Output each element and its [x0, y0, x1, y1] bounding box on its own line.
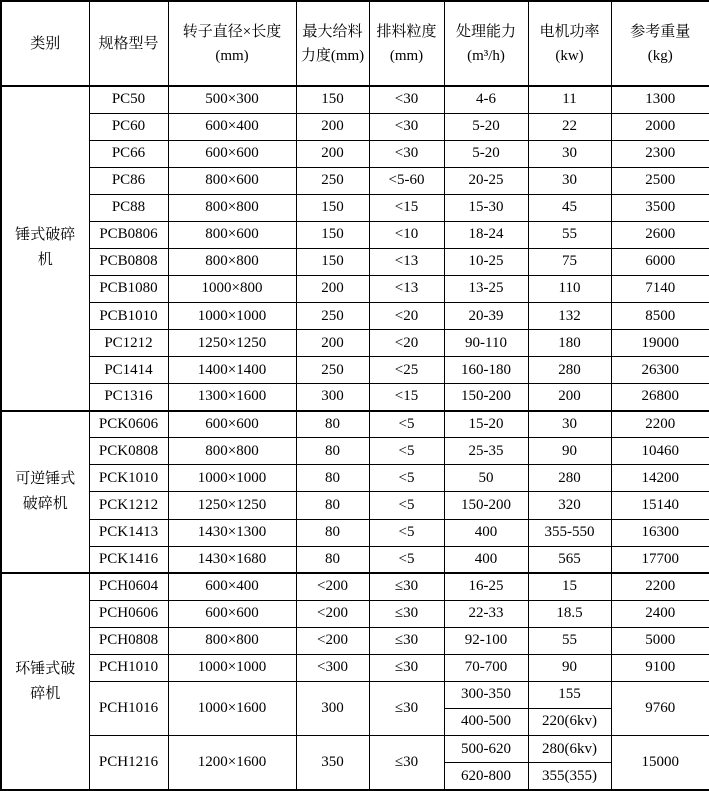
weight-cell: 7140 [611, 275, 709, 302]
discharge-cell: <5 [369, 492, 444, 519]
capacity-cell: 92-100 [444, 627, 528, 654]
feed-cell: 250 [296, 357, 369, 384]
table-row [1, 627, 709, 654]
capacity-cell: 150-200 [444, 492, 528, 519]
feed-cell: 350 [296, 736, 369, 791]
capacity-cell: 5-20 [444, 113, 528, 140]
model-cell: PCB1080 [89, 275, 168, 302]
category-cell: 可逆锤式破碎机 [1, 411, 89, 573]
table-row [1, 275, 709, 302]
header-line: 电机功率 [539, 23, 600, 40]
col-header-model [89, 1, 168, 86]
feed-cell: 150 [296, 248, 369, 275]
discharge-cell: <15 [369, 194, 444, 221]
feed-cell: <200 [296, 573, 369, 600]
header-line: 排料粒度 [376, 23, 437, 40]
rotor-cell: 800×800 [168, 438, 296, 465]
col-header-ref-weight [611, 1, 709, 86]
col-header-capacity [444, 1, 528, 86]
table-row [1, 194, 709, 221]
table-row [1, 384, 709, 411]
model-cell: PCK1416 [89, 546, 168, 573]
capacity-cell: 50 [444, 465, 528, 492]
weight-cell: 15140 [611, 492, 709, 519]
rotor-cell: 1000×800 [168, 275, 296, 302]
capacity-cell: 160-180 [444, 357, 528, 384]
power-cell: 75 [528, 248, 611, 275]
feed-cell: 250 [296, 303, 369, 330]
capacity-cell: 400 [444, 546, 528, 573]
rotor-cell: 800×600 [168, 167, 296, 194]
discharge-cell: <30 [369, 86, 444, 113]
header-line: (mm) [389, 47, 424, 64]
power-cell: 55 [528, 627, 611, 654]
col-header-motor-power [528, 1, 611, 86]
weight-cell: 2600 [611, 221, 709, 248]
power-cell: 30 [528, 140, 611, 167]
discharge-cell: ≤30 [369, 681, 444, 735]
power-cell: 15 [528, 573, 611, 600]
col-header-category [1, 1, 89, 86]
model-cell: PCH0808 [89, 627, 168, 654]
table-row [1, 438, 709, 465]
model-cell: PCK1010 [89, 465, 168, 492]
model-cell: PCK1413 [89, 519, 168, 546]
rotor-cell: 500×300 [168, 86, 296, 113]
col-header-max-feed [296, 1, 369, 86]
capacity-cell: 13-25 [444, 275, 528, 302]
capacity-cell: 150-200 [444, 384, 528, 411]
rotor-cell: 600×600 [168, 411, 296, 438]
capacity-cell: 20-25 [444, 167, 528, 194]
weight-cell: 3500 [611, 194, 709, 221]
rotor-cell: 1000×1000 [168, 654, 296, 681]
header-line: 规格型号 [98, 35, 159, 52]
model-cell: PC86 [89, 167, 168, 194]
power-cell: 280 [528, 357, 611, 384]
rotor-cell: 1000×1000 [168, 465, 296, 492]
weight-cell: 2400 [611, 600, 709, 627]
feed-cell: 300 [296, 681, 369, 735]
power-cell: 55 [528, 221, 611, 248]
capacity-cell: 90-110 [444, 330, 528, 357]
header-line: 类别 [30, 35, 61, 52]
table-row [1, 113, 709, 140]
model-cell: PCK1212 [89, 492, 168, 519]
table-row [1, 600, 709, 627]
capacity-cell: 5-20 [444, 140, 528, 167]
capacity-cell: 70-700 [444, 654, 528, 681]
power-cell: 45 [528, 194, 611, 221]
table-row [1, 736, 709, 763]
feed-cell: <200 [296, 600, 369, 627]
weight-cell: 17700 [611, 546, 709, 573]
discharge-cell: <5 [369, 519, 444, 546]
table-body [1, 86, 709, 790]
capacity-cell: 400 [444, 519, 528, 546]
power-cell: 30 [528, 167, 611, 194]
weight-cell: 10460 [611, 438, 709, 465]
table-row [1, 330, 709, 357]
col-header-discharge-size [369, 1, 444, 86]
power-cell: 355-550 [528, 519, 611, 546]
model-cell: PCH1216 [89, 736, 168, 791]
feed-cell: 80 [296, 492, 369, 519]
feed-cell: 80 [296, 438, 369, 465]
model-cell: PCH0604 [89, 573, 168, 600]
model-cell: PCB0808 [89, 248, 168, 275]
category-cell: 环锤式破碎机 [1, 573, 89, 790]
power-cell: 22 [528, 113, 611, 140]
capacity-cell: 15-30 [444, 194, 528, 221]
discharge-cell: ≤30 [369, 654, 444, 681]
feed-cell: 200 [296, 275, 369, 302]
capacity-cell: 20-39 [444, 303, 528, 330]
discharge-cell: <30 [369, 140, 444, 167]
discharge-cell: <30 [369, 113, 444, 140]
capacity-cell: 300-350 [444, 681, 528, 708]
header-line: 力度(mm) [300, 47, 365, 64]
rotor-cell: 1250×1250 [168, 330, 296, 357]
weight-cell: 5000 [611, 627, 709, 654]
category-cell: 锤式破碎机 [1, 86, 89, 411]
feed-cell: 150 [296, 194, 369, 221]
header-line: (kw) [555, 47, 584, 64]
weight-cell: 2200 [611, 411, 709, 438]
weight-cell: 26800 [611, 384, 709, 411]
feed-cell: 80 [296, 546, 369, 573]
capacity-cell: 500-620 [444, 736, 528, 763]
header-line: 参考重量 [630, 23, 691, 40]
feed-cell: 250 [296, 167, 369, 194]
feed-cell: 150 [296, 86, 369, 113]
header-line: (mm) [215, 47, 249, 64]
model-cell: PC1414 [89, 357, 168, 384]
discharge-cell: <5 [369, 438, 444, 465]
table-row [1, 654, 709, 681]
model-cell: PCH1010 [89, 654, 168, 681]
weight-cell: 9760 [611, 681, 709, 735]
feed-cell: 200 [296, 113, 369, 140]
rotor-cell: 800×800 [168, 194, 296, 221]
model-cell: PC88 [89, 194, 168, 221]
discharge-cell: <20 [369, 330, 444, 357]
rotor-cell: 1400×1400 [168, 357, 296, 384]
discharge-cell: <13 [369, 275, 444, 302]
rotor-cell: 1430×1680 [168, 546, 296, 573]
model-cell: PCB1010 [89, 303, 168, 330]
capacity-cell: 18-24 [444, 221, 528, 248]
model-cell: PC50 [89, 86, 168, 113]
rotor-cell: 800×800 [168, 248, 296, 275]
feed-cell: 150 [296, 221, 369, 248]
feed-cell: 80 [296, 411, 369, 438]
feed-cell: 200 [296, 140, 369, 167]
discharge-cell: ≤30 [369, 573, 444, 600]
power-cell: 11 [528, 86, 611, 113]
rotor-cell: 1250×1250 [168, 492, 296, 519]
weight-cell: 26300 [611, 357, 709, 384]
feed-cell: 200 [296, 330, 369, 357]
power-cell: 355(355) [528, 763, 611, 790]
weight-cell: 8500 [611, 303, 709, 330]
discharge-cell: ≤30 [369, 627, 444, 654]
weight-cell: 2200 [611, 573, 709, 600]
capacity-cell: 10-25 [444, 248, 528, 275]
rotor-cell: 1000×1000 [168, 303, 296, 330]
weight-cell: 1300 [611, 86, 709, 113]
power-cell: 132 [528, 303, 611, 330]
power-cell: 155 [528, 681, 611, 708]
model-cell: PCB0806 [89, 221, 168, 248]
discharge-cell: <5 [369, 465, 444, 492]
table-row [1, 248, 709, 275]
feed-cell: 80 [296, 465, 369, 492]
model-cell: PC1316 [89, 384, 168, 411]
table-row [1, 140, 709, 167]
weight-cell: 15000 [611, 736, 709, 791]
power-cell: 90 [528, 654, 611, 681]
weight-cell: 16300 [611, 519, 709, 546]
model-cell: PCK0808 [89, 438, 168, 465]
weight-cell: 9100 [611, 654, 709, 681]
rotor-cell: 800×600 [168, 221, 296, 248]
power-cell: 200 [528, 384, 611, 411]
capacity-cell: 4-6 [444, 86, 528, 113]
rotor-cell: 600×400 [168, 113, 296, 140]
power-cell: 280(6kv) [528, 736, 611, 763]
table-row [1, 411, 709, 438]
discharge-cell: <10 [369, 221, 444, 248]
table-row [1, 492, 709, 519]
discharge-cell: <5-60 [369, 167, 444, 194]
model-cell: PC1212 [89, 330, 168, 357]
weight-cell: 14200 [611, 465, 709, 492]
rotor-cell: 1430×1300 [168, 519, 296, 546]
header-line: 转子直径×长度 [182, 23, 282, 40]
discharge-cell: <20 [369, 303, 444, 330]
header-line: 处理能力 [455, 23, 516, 40]
power-cell: 220(6kv) [528, 708, 611, 735]
discharge-cell: ≤30 [369, 736, 444, 791]
table-row [1, 465, 709, 492]
model-cell: PC60 [89, 113, 168, 140]
discharge-cell: <5 [369, 546, 444, 573]
table-header [1, 1, 709, 86]
feed-cell: <200 [296, 627, 369, 654]
rotor-cell: 1000×1600 [168, 681, 296, 735]
model-cell: PC66 [89, 140, 168, 167]
rotor-cell: 600×600 [168, 140, 296, 167]
power-cell: 280 [528, 465, 611, 492]
rotor-cell: 1200×1600 [168, 736, 296, 791]
discharge-cell: <25 [369, 357, 444, 384]
power-cell: 90 [528, 438, 611, 465]
table-row [1, 519, 709, 546]
col-header-rotor-size [168, 1, 296, 86]
capacity-cell: 620-800 [444, 763, 528, 790]
rotor-cell: 800×800 [168, 627, 296, 654]
table-row [1, 573, 709, 600]
table-row [1, 681, 709, 708]
feed-cell: 300 [296, 384, 369, 411]
capacity-cell: 400-500 [444, 708, 528, 735]
weight-cell: 2500 [611, 167, 709, 194]
table-row [1, 167, 709, 194]
header-row [1, 1, 709, 86]
capacity-cell: 16-25 [444, 573, 528, 600]
table-row [1, 221, 709, 248]
header-line: (m³/h) [467, 47, 505, 64]
header-line: 最大给料 [302, 23, 363, 40]
weight-cell: 2300 [611, 140, 709, 167]
discharge-cell: <15 [369, 384, 444, 411]
table-row [1, 546, 709, 573]
rotor-cell: 1300×1600 [168, 384, 296, 411]
model-cell: PCH1016 [89, 681, 168, 735]
discharge-cell: <13 [369, 248, 444, 275]
header-line: (kg) [647, 47, 673, 64]
capacity-cell: 22-33 [444, 600, 528, 627]
feed-cell: 80 [296, 519, 369, 546]
weight-cell: 19000 [611, 330, 709, 357]
discharge-cell: <5 [369, 411, 444, 438]
rotor-cell: 600×600 [168, 600, 296, 627]
discharge-cell: ≤30 [369, 600, 444, 627]
weight-cell: 6000 [611, 248, 709, 275]
power-cell: 18.5 [528, 600, 611, 627]
feed-cell: <300 [296, 654, 369, 681]
power-cell: 565 [528, 546, 611, 573]
rotor-cell: 600×400 [168, 573, 296, 600]
model-cell: PCK0606 [89, 411, 168, 438]
power-cell: 30 [528, 411, 611, 438]
model-cell: PCH0606 [89, 600, 168, 627]
power-cell: 320 [528, 492, 611, 519]
power-cell: 180 [528, 330, 611, 357]
table-row [1, 86, 709, 113]
table-row [1, 303, 709, 330]
capacity-cell: 25-35 [444, 438, 528, 465]
weight-cell: 2000 [611, 113, 709, 140]
power-cell: 110 [528, 275, 611, 302]
table-row [1, 357, 709, 384]
capacity-cell: 15-20 [444, 411, 528, 438]
